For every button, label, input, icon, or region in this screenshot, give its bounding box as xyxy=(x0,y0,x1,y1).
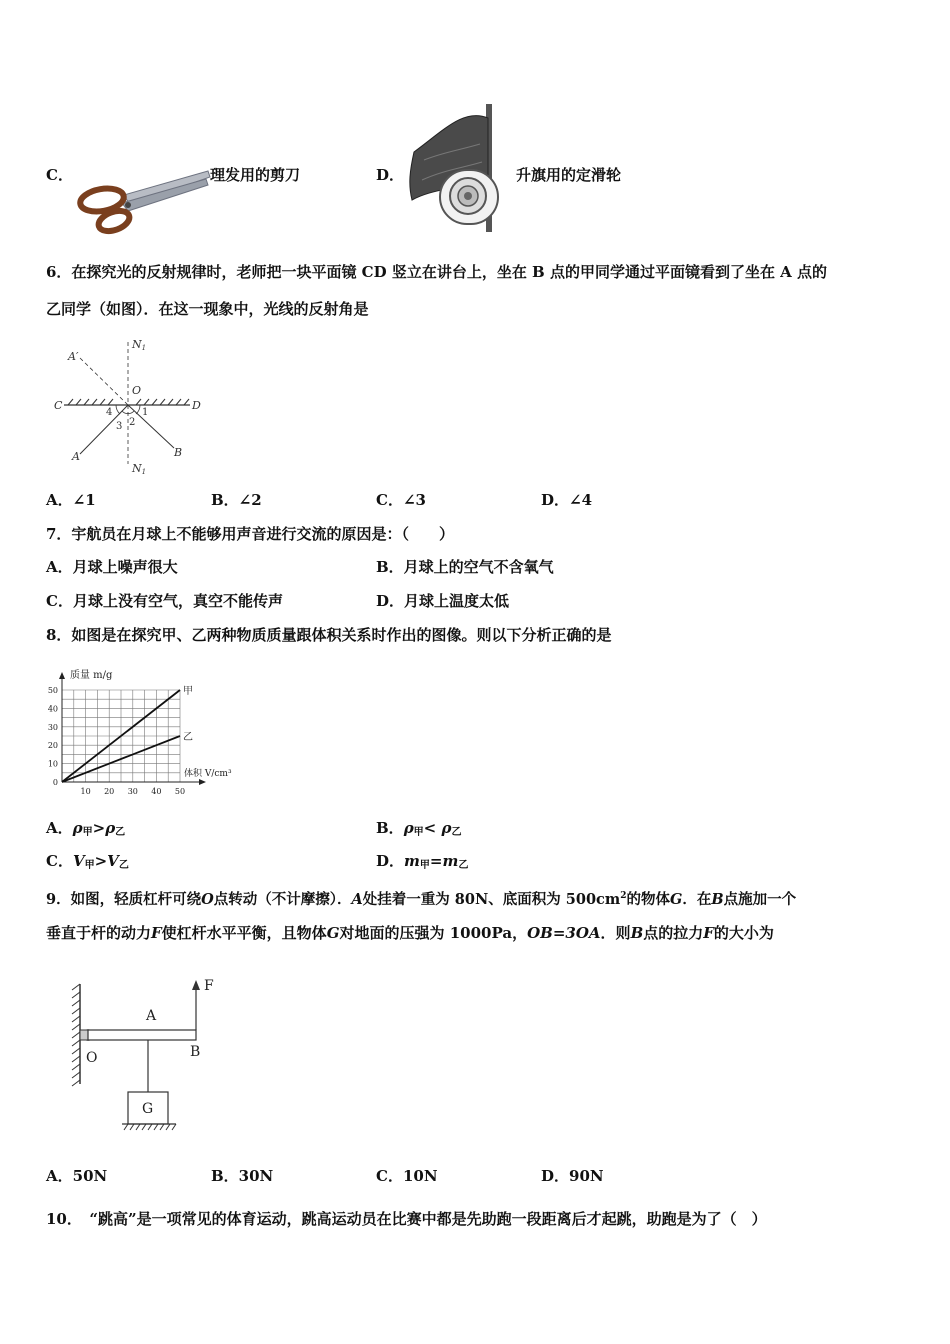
x-axis-arrow xyxy=(199,779,206,785)
label-n-bottom: N1 xyxy=(132,462,147,476)
q8-option-c[interactable]: C．$V_甲>V_乙$ xyxy=(46,852,129,871)
y-tick-label: 30 xyxy=(47,722,58,732)
x-tick-label: 10 xyxy=(80,787,91,796)
y-tick-label: 10 xyxy=(47,759,58,769)
label-o: O xyxy=(132,384,142,397)
angle-1-label: 1 xyxy=(142,407,149,418)
q7-option-d[interactable]: D．月球上温度太低 xyxy=(376,592,510,610)
lever-diagram xyxy=(66,972,226,1142)
label-d: D xyxy=(192,399,201,412)
q8-option-a[interactable]: A．$\rho_甲>\rho_乙$ xyxy=(46,819,126,838)
angle-3-label: 3 xyxy=(116,421,123,432)
y-tick-label: 20 xyxy=(47,741,58,751)
y-tick-label: 40 xyxy=(47,704,58,714)
x-axis-label: 体积 V/cm³ xyxy=(184,769,232,779)
q7-option-c[interactable]: C．月球上没有空气，真空不能传声 xyxy=(46,592,283,610)
q6-option-b[interactable]: B．∠2 xyxy=(211,491,262,509)
label-a: A xyxy=(72,450,80,463)
q9-option-d[interactable]: D．90N xyxy=(541,1167,604,1185)
q7-stem: 7．宇航员在月球上不能够用声音进行交流的原因是：（ ） xyxy=(46,525,454,543)
q8-option-b[interactable]: B．$\rho_甲< \rho_乙$ xyxy=(376,819,462,838)
x-tick-label: 40 xyxy=(151,787,162,796)
scissors-image xyxy=(72,165,212,237)
label-force-f: F xyxy=(204,978,214,994)
q7-option-a[interactable]: A．月球上噪声很大 xyxy=(46,558,178,576)
q6-option-c[interactable]: C．∠3 xyxy=(376,491,426,509)
q6-stem-line1: 6．在探究光的反射规律时，老师把一块平面镜 CD 竖立在讲台上，坐在 B 点的甲同学通过平面镜看到了坐在 A 点的 xyxy=(46,263,828,281)
label-n-top: N1 xyxy=(132,338,147,352)
x-tick-label: 50 xyxy=(174,787,186,796)
q8-option-d[interactable]: D．$m_甲=m_乙$ xyxy=(376,852,469,871)
label-block-g: G xyxy=(142,1101,154,1117)
q5-option-d-letter: D． xyxy=(376,166,405,184)
label-a-prime: A′ xyxy=(68,350,79,363)
reflection-diagram xyxy=(50,336,210,478)
q9-option-a[interactable]: A．50N xyxy=(46,1167,108,1185)
x-tick-label: 20 xyxy=(104,787,115,796)
label-c: C xyxy=(54,399,63,412)
q8-stem: 8．如图是在探究甲、乙两种物质质量跟体积关系时作出的图像。则以下分析正确的是 xyxy=(46,626,612,644)
q5-option-c-letter: C． xyxy=(46,166,73,184)
q9-stem-line2: 垂直于杆的动力F使杠杆水平平衡，且物体G对地面的压强为 1000Pa，OB=3OA．则B点的拉力F的大小为 xyxy=(46,924,774,942)
label-pivot-o: O xyxy=(86,1050,98,1066)
label-point-b: B xyxy=(190,1044,201,1060)
q9-stem-line1: 9．如图，轻质杠杆可绕O点转动（不计摩擦）．A处挂着一重为 80N、底面积为 $500cm^2$的物体G．在B点施加一个 xyxy=(46,891,797,908)
q5-option-c-text: 理发用的剪刀 xyxy=(210,166,301,184)
q6-stem-line2: 乙同学（如图）．在这一现象中，光线的反射角是 xyxy=(46,300,369,318)
x-tick-label: 30 xyxy=(127,787,138,796)
q6-option-d[interactable]: D．∠4 xyxy=(541,491,593,509)
q6-option-a[interactable]: A．∠1 xyxy=(46,491,96,509)
q5-option-d-text: 升旗用的定滑轮 xyxy=(516,166,622,184)
q10-stem: 10． “跳高”是一项常见的体育运动，跳高运动员在比赛中都是先助跑一段距离后才起跳，助跑是为了（ ） xyxy=(46,1210,767,1228)
series-label: 甲 xyxy=(183,686,193,697)
y-tick-label: 50 xyxy=(47,686,58,695)
label-b: B xyxy=(174,446,183,459)
angle-4-label: 4 xyxy=(106,407,113,418)
y-axis-arrow xyxy=(59,672,65,679)
series-label: 乙 xyxy=(183,732,193,743)
mass-volume-chart xyxy=(40,664,260,804)
angle-2-label: 2 xyxy=(129,417,136,428)
y-axis-label: 质量 m/g xyxy=(70,670,113,681)
y-tick-label: 0 xyxy=(52,778,58,787)
q9-option-b[interactable]: B．30N xyxy=(211,1167,274,1185)
label-point-a: A xyxy=(146,1008,157,1024)
flag-pulley-image xyxy=(404,100,514,235)
q9-option-c[interactable]: C．10N xyxy=(376,1167,438,1185)
q7-option-b[interactable]: B．月球上的空气不含氧气 xyxy=(376,558,554,576)
